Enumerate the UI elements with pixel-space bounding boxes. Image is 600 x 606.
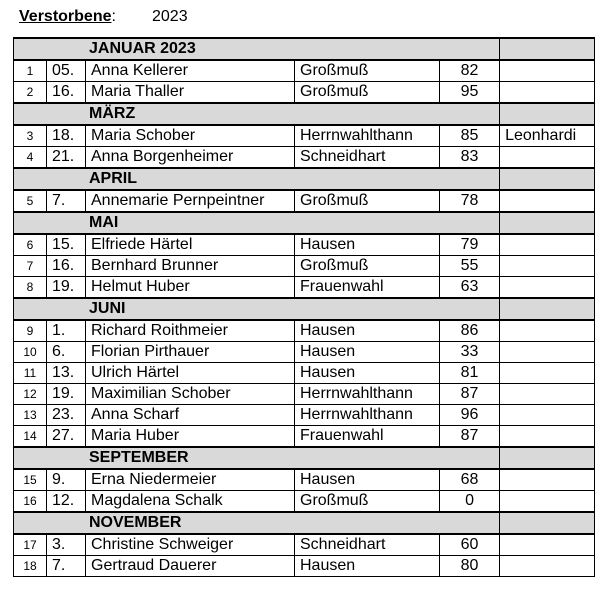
row-number: 17 [14,534,47,556]
month-note-cell [500,103,595,125]
death-day: 7. [47,556,86,577]
table-row [14,60,595,82]
row-number: 8 [14,277,47,299]
row-number: 5 [14,190,47,212]
table-row [14,469,595,491]
place-of-residence: Herrnwahlthann [295,384,440,405]
table-row [14,426,595,448]
month-note-cell [500,212,595,234]
deceased-name: Annemarie Pernpeintner [86,190,295,212]
table-row [14,405,595,426]
death-day: 18. [47,125,86,147]
deceased-name: Ulrich Härtel [86,363,295,384]
age-value: 96 [440,405,500,426]
place-of-residence: Frauenwahl [295,426,440,448]
deceased-name: Florian Pirthauer [86,342,295,363]
table-row [14,190,595,212]
deceased-name: Bernhard Brunner [86,256,295,277]
place-of-residence: Herrnwahlthann [295,125,440,147]
note-cell [500,405,595,426]
death-day: 19. [47,277,86,299]
note-cell [500,256,595,277]
month-header-row [14,298,595,320]
month-header-row [14,447,595,469]
heading-colon: : [111,8,116,25]
month-note-cell [500,298,595,320]
death-day: 3. [47,534,86,556]
table-row [14,147,595,169]
month-header-row [14,512,595,534]
row-number: 13 [14,405,47,426]
deceased-name: Anna Borgenheimer [86,147,295,169]
month-name: JANUAR 2023 [14,38,500,60]
heading-label: Verstorbene [19,8,112,25]
death-day: 13. [47,363,86,384]
place-of-residence: Herrnwahlthann [295,405,440,426]
row-number: 18 [14,556,47,577]
place-of-residence: Hausen [295,469,440,491]
row-number: 1 [14,60,47,82]
age-value: 68 [440,469,500,491]
table-row [14,363,595,384]
note-cell [500,277,595,299]
note-cell [500,147,595,169]
table-row [14,82,595,104]
month-header-row [14,38,595,60]
place-of-residence: Frauenwahl [295,277,440,299]
heading-year: 2023 [152,8,188,25]
note-cell [500,426,595,448]
table-row [14,277,595,299]
note-cell [500,320,595,342]
death-day: 16. [47,82,86,104]
death-day: 7. [47,190,86,212]
death-day: 9. [47,469,86,491]
age-value: 55 [440,256,500,277]
age-value: 85 [440,125,500,147]
place-of-residence: Schneidhart [295,534,440,556]
deceased-name: Christine Schweiger [86,534,295,556]
month-note-cell [500,168,595,190]
deceased-name: Elfriede Härtel [86,234,295,256]
place-of-residence: Hausen [295,363,440,384]
place-of-residence: Hausen [295,556,440,577]
row-number: 15 [14,469,47,491]
note-cell [500,469,595,491]
table-row [14,491,595,513]
table-row [14,320,595,342]
death-day: 05. [47,60,86,82]
deceased-name: Anna Kellerer [86,60,295,82]
table-row [14,342,595,363]
note-cell [500,534,595,556]
deceased-name: Maximilian Schober [86,384,295,405]
age-value: 81 [440,363,500,384]
row-number: 11 [14,363,47,384]
row-number: 4 [14,147,47,169]
note-cell: Leonhardi [500,125,595,147]
month-name: SEPTEMBER [14,447,500,469]
row-number: 2 [14,82,47,104]
death-day: 15. [47,234,86,256]
death-day: 12. [47,491,86,513]
death-day: 1. [47,320,86,342]
age-value: 63 [440,277,500,299]
month-name: NOVEMBER [14,512,500,534]
note-cell [500,491,595,513]
place-of-residence: Hausen [295,342,440,363]
deceased-name: Helmut Huber [86,277,295,299]
row-number: 16 [14,491,47,513]
month-header-row [14,212,595,234]
month-name: MÄRZ [14,103,500,125]
death-day: 16. [47,256,86,277]
death-day: 21. [47,147,86,169]
note-cell [500,60,595,82]
table-row [14,234,595,256]
deceased-name: Richard Roithmeier [86,320,295,342]
age-value: 82 [440,60,500,82]
note-cell [500,363,595,384]
deceased-name: Maria Thaller [86,82,295,104]
deceased-name: Magdalena Schalk [86,491,295,513]
place-of-residence: Großmuß [295,82,440,104]
table-row [14,125,595,147]
place-of-residence: Großmuß [295,491,440,513]
age-value: 0 [440,491,500,513]
month-note-cell [500,512,595,534]
month-note-cell [500,38,595,60]
table-row [14,556,595,577]
place-of-residence: Großmuß [295,190,440,212]
row-number: 10 [14,342,47,363]
note-cell [500,190,595,212]
age-value: 83 [440,147,500,169]
month-header-row [14,168,595,190]
place-of-residence: Großmuß [295,256,440,277]
age-value: 60 [440,534,500,556]
row-number: 6 [14,234,47,256]
death-day: 6. [47,342,86,363]
age-value: 86 [440,320,500,342]
age-value: 78 [440,190,500,212]
page-heading [19,8,188,26]
note-cell [500,556,595,577]
age-value: 80 [440,556,500,577]
note-cell [500,384,595,405]
month-header-row [14,103,595,125]
note-cell [500,234,595,256]
row-number: 14 [14,426,47,448]
place-of-residence: Hausen [295,320,440,342]
deceased-name: Maria Huber [86,426,295,448]
row-number: 12 [14,384,47,405]
month-note-cell [500,447,595,469]
month-name: JUNI [14,298,500,320]
table-row [14,256,595,277]
age-value: 95 [440,82,500,104]
place-of-residence: Schneidhart [295,147,440,169]
deceased-name: Maria Schober [86,125,295,147]
note-cell [500,82,595,104]
age-value: 87 [440,426,500,448]
death-day: 19. [47,384,86,405]
place-of-residence: Großmuß [295,60,440,82]
row-number: 9 [14,320,47,342]
deceased-table [13,37,595,577]
death-day: 27. [47,426,86,448]
age-value: 33 [440,342,500,363]
month-name: MAI [14,212,500,234]
note-cell [500,342,595,363]
death-day: 23. [47,405,86,426]
row-number: 7 [14,256,47,277]
table-row [14,384,595,405]
deceased-name: Gertraud Dauerer [86,556,295,577]
age-value: 79 [440,234,500,256]
place-of-residence: Hausen [295,234,440,256]
table-row [14,534,595,556]
deceased-name: Anna Scharf [86,405,295,426]
deceased-name: Erna Niedermeier [86,469,295,491]
age-value: 87 [440,384,500,405]
row-number: 3 [14,125,47,147]
month-name: APRIL [14,168,500,190]
